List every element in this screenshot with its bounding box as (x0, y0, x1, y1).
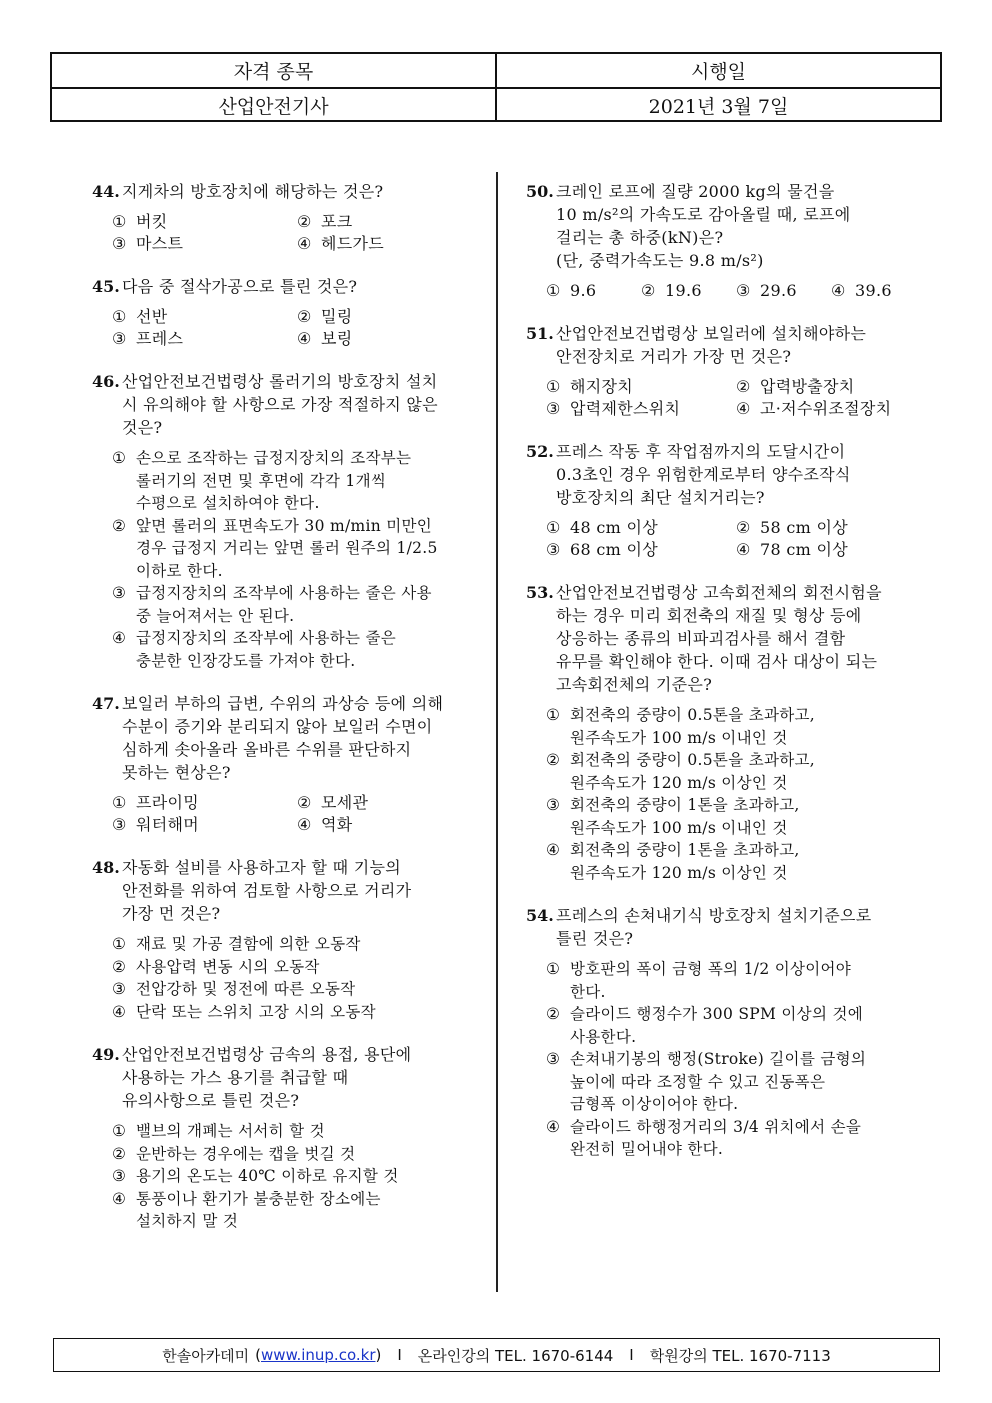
url-paren-open: ( (255, 1346, 262, 1364)
option-text: 회전축의 중량이 1톤을 초과하고, 원주속도가 100 m/s 이내인 것 (570, 796, 800, 837)
answer-option (546, 517, 736, 539)
option-text: 단락 또는 스위치 고장 시의 오동작 (136, 1002, 376, 1021)
answer-option (546, 1003, 926, 1048)
option-marker: ② (546, 751, 560, 769)
option-text: 9.6 (570, 281, 597, 300)
question-text: 지게차의 방호장치에 해당하는 것은? (122, 182, 384, 201)
question-item (92, 180, 482, 255)
option-text: 19.6 (665, 281, 702, 300)
answer-option (546, 749, 926, 794)
answer-option (112, 328, 297, 350)
option-text: 포크 (321, 212, 353, 231)
option-marker: ① (112, 793, 127, 812)
answer-option (641, 280, 736, 302)
answer-option (112, 933, 482, 956)
option-marker: ① (112, 449, 126, 467)
answer-option (736, 398, 926, 420)
answer-option (112, 211, 297, 233)
website-link[interactable]: www.inup.co.kr (261, 1346, 376, 1364)
answer-option (297, 211, 482, 233)
option-marker: ③ (546, 399, 561, 418)
option-marker: ② (112, 957, 126, 976)
value-row (52, 87, 940, 122)
left-column (92, 180, 482, 1253)
option-marker: ① (112, 935, 126, 953)
option-marker: ① (546, 706, 560, 724)
option-marker: ④ (297, 815, 312, 834)
option-marker: ④ (112, 1002, 126, 1021)
option-text: 용기의 온도는 40℃ 이하로 유지할 것 (136, 1167, 399, 1185)
option-marker: ③ (112, 234, 127, 253)
option-text: 급정지장치의 조작부에 사용하는 줄은 사용 중 늘어져서는 안 된다. (136, 584, 432, 625)
question-stem (92, 692, 482, 784)
option-text: 전압강하 및 정전에 따른 오동작 (136, 980, 356, 998)
answer-option (736, 280, 831, 302)
answer-option (297, 814, 482, 836)
option-marker: ③ (112, 815, 127, 834)
question-stem (92, 275, 482, 298)
option-marker: ② (546, 1005, 560, 1023)
option-text: 압력제한스위치 (570, 399, 681, 418)
option-text: 회전축의 중량이 1톤을 초과하고, 원주속도가 120 m/s 이상인 것 (570, 841, 800, 882)
option-text: 48 cm 이상 (570, 518, 658, 537)
option-marker: ① (112, 307, 127, 326)
question-stem (526, 904, 926, 950)
option-marker: ③ (546, 540, 561, 559)
category-label: 자격 종목 (52, 54, 497, 87)
question-number: 49. (92, 1045, 120, 1064)
option-text: 보링 (321, 329, 353, 348)
option-marker: ② (297, 212, 312, 231)
column-divider (496, 172, 498, 1292)
question-stem (92, 856, 482, 925)
option-text: 앞면 롤러의 표면속도가 30 m/min 미만인 경우 급정지 거리는 앞면 롤러 원주의 1/2.5 이하로 한다. (136, 516, 438, 580)
option-text: 통풍이나 환기가 불충분한 장소에는 설치하지 말 것 (136, 1189, 381, 1230)
option-text: 슬라이드 행정수가 300 SPM 이상의 것에 사용한다. (570, 1005, 863, 1046)
answer-option (112, 447, 482, 515)
question-text: 보일러 부하의 급변, 수위의 과상승 등에 의해 수분이 증기와 분리되지 않아 보일러 수면이 심하게 솟아올라 올바른 수위를 판단하지 못하는 현상은? (122, 694, 444, 782)
answer-option (112, 814, 297, 836)
option-text: 슬라이드 하행정거리의 3/4 위치에서 손을 완전히 밀어내야 한다. (570, 1117, 862, 1158)
answer-option (831, 280, 926, 302)
online-phone: 온라인강의 TEL. 1670-6144 (417, 1346, 614, 1365)
question-number: 50. (526, 182, 554, 201)
option-text: 급정지장치의 조작부에 사용하는 줄은 충분한 인장강도를 가져야 한다. (136, 629, 397, 670)
option-marker: ④ (736, 399, 751, 418)
option-marker: ④ (112, 629, 126, 647)
question-number: 48. (92, 858, 120, 877)
answer-option (112, 1165, 482, 1188)
offline-phone: 학원강의 TEL. 1670-7113 (649, 1346, 831, 1365)
option-text: 마스트 (136, 234, 184, 253)
option-marker: ① (112, 1122, 126, 1140)
question-item (526, 581, 926, 884)
option-marker: ③ (112, 329, 127, 348)
option-marker: ② (736, 377, 751, 396)
question-stem (526, 440, 926, 509)
answer-option (546, 958, 926, 1003)
answer-options (546, 280, 926, 302)
footer (53, 1338, 940, 1372)
option-marker: ③ (736, 281, 751, 300)
option-marker: ③ (112, 980, 126, 998)
answer-option (112, 1001, 482, 1024)
answer-option (112, 233, 297, 255)
exam-info-table (50, 52, 942, 122)
date-label: 시행일 (690, 61, 747, 83)
option-marker: ① (112, 212, 127, 231)
question-text: 산업안전보건법령상 보일러에 설치해야하는 안전장치로 거리가 가장 먼 것은? (556, 324, 867, 366)
option-marker: ① (546, 281, 561, 300)
option-marker: ④ (736, 540, 751, 559)
answer-option (112, 306, 297, 328)
date-value: 2021년 3월 7일 (648, 96, 789, 118)
question-item (526, 440, 926, 561)
question-text: 자동화 설비를 사용하고자 할 때 기능의 안전화를 위하여 검토할 사항으로 거리가 가장 먼 것은? (122, 858, 412, 923)
question-number: 53. (526, 583, 554, 602)
option-text: 밸브의 개폐는 서서히 할 것 (136, 1122, 325, 1140)
question-number: 54. (526, 906, 554, 925)
answer-option (736, 376, 926, 398)
option-marker: ① (546, 377, 561, 396)
option-marker: ③ (112, 584, 126, 602)
question-number: 45. (92, 277, 120, 296)
question-stem (92, 180, 482, 203)
answer-option (112, 627, 482, 672)
option-text: 모세관 (321, 793, 369, 812)
option-marker: ④ (546, 841, 560, 859)
option-text: 밀링 (321, 307, 353, 326)
option-text: 손쳐내기봉의 행정(Stroke) 길이를 금형의 높이에 따라 조정할 수 있고 진동폭은 금형폭 이상이어야 한다. (570, 1050, 867, 1113)
answer-option (546, 794, 926, 839)
option-marker: ② (736, 518, 751, 537)
answer-option (297, 233, 482, 255)
question-number: 51. (526, 324, 554, 343)
question-text: 산업안전보건법령상 금속의 용접, 용단에 사용하는 가스 용기를 취급할 때 유의사항으로 틀린 것은? (122, 1045, 412, 1110)
option-text: 고·저수위조절장치 (760, 399, 892, 418)
answer-option (112, 1120, 482, 1143)
option-marker: ② (297, 307, 312, 326)
question-item (92, 856, 482, 1023)
question-item (92, 275, 482, 350)
question-item (92, 370, 482, 672)
option-text: 68 cm 이상 (570, 540, 658, 559)
question-text: 다음 중 절삭가공으로 틀린 것은? (122, 277, 358, 296)
option-text: 워터해머 (136, 815, 200, 834)
option-marker: ④ (831, 281, 846, 300)
answer-option (546, 1116, 926, 1161)
answer-option (736, 517, 926, 539)
option-text: 58 cm 이상 (760, 518, 848, 537)
question-item (526, 322, 926, 420)
answer-options (112, 933, 482, 1023)
answer-option (546, 539, 736, 561)
answer-options (112, 792, 482, 836)
answer-options (546, 704, 926, 884)
option-text: 회전축의 중량이 0.5톤을 초과하고, 원주속도가 120 m/s 이상인 것 (570, 751, 816, 792)
option-marker: ① (546, 960, 560, 978)
option-text: 사용압력 변동 시의 오동작 (136, 957, 320, 976)
question-text: 프레스 작동 후 작업점까지의 도달시간이 0.3초인 경우 위험한계로부터 양수조작식 방호장치의 최단 설치거리는? (556, 442, 851, 507)
question-number: 46. (92, 372, 120, 391)
question-stem (526, 322, 926, 368)
option-text: 프라이밍 (136, 793, 200, 812)
answer-option (112, 792, 297, 814)
option-marker: ④ (297, 329, 312, 348)
answer-options (546, 376, 926, 420)
answer-option (546, 704, 926, 749)
question-item (92, 1043, 482, 1233)
footer-separator: I (397, 1346, 402, 1364)
question-text: 산업안전보건법령상 롤러기의 방호장치 설치 시 유의해야 할 사항으로 가장 적절하지 않은 것은? (122, 372, 438, 437)
header-row (52, 54, 940, 87)
academy-name: 한솔아카데미 (162, 1346, 250, 1365)
option-marker: ② (112, 1144, 126, 1163)
question-text: 산업안전보건법령상 고속회전체의 회전시험을 하는 경우 미리 회전축의 재질 및 형상 등에 상응하는 종류의 비파괴검사를 해서 결함 유무를 확인해야 한다. 이때 검사 대상이 되는 고속회전체의 기준은? (556, 583, 882, 694)
option-marker: ② (297, 793, 312, 812)
option-text: 방호판의 폭이 금형 폭의 1/2 이상이어야 한다. (570, 960, 852, 1001)
answer-option (112, 582, 482, 627)
answer-options (112, 306, 482, 350)
answer-option (736, 539, 926, 561)
question-item (526, 180, 926, 302)
option-text: 78 cm 이상 (760, 540, 848, 559)
option-text: 역화 (321, 815, 353, 834)
question-stem (92, 370, 482, 439)
option-marker: ③ (546, 1050, 560, 1068)
answer-option (546, 839, 926, 884)
answer-option (546, 398, 736, 420)
question-text: 프레스의 손쳐내기식 방호장치 설치기준으로 틀린 것은? (556, 906, 872, 948)
option-text: 프레스 (136, 329, 184, 348)
option-marker: ② (641, 281, 656, 300)
question-item (526, 904, 926, 1161)
question-number: 44. (92, 182, 120, 201)
option-marker: ③ (546, 796, 560, 814)
option-marker: ③ (112, 1167, 126, 1185)
answer-option (297, 328, 482, 350)
option-marker: ④ (112, 1189, 126, 1208)
option-marker: ④ (297, 234, 312, 253)
option-text: 버킷 (136, 212, 168, 231)
answer-option (546, 280, 641, 302)
question-number: 52. (526, 442, 554, 461)
question-number: 47. (92, 694, 120, 713)
url-paren-close: ) (375, 1346, 382, 1364)
answer-options (112, 211, 482, 255)
answer-option (297, 306, 482, 328)
answer-option (112, 1143, 482, 1166)
answer-option (112, 956, 482, 979)
answer-options (112, 447, 482, 672)
question-item (92, 692, 482, 836)
option-text: 29.6 (760, 281, 797, 300)
answer-option (112, 1188, 482, 1233)
right-column (526, 180, 926, 1181)
option-marker: ② (112, 516, 126, 535)
option-text: 해지장치 (570, 377, 634, 396)
category-value: 산업안전기사 (52, 89, 497, 122)
question-stem (526, 180, 926, 272)
answer-options (546, 958, 926, 1161)
option-marker: ① (546, 518, 561, 537)
option-marker: ④ (546, 1117, 560, 1136)
answer-option (297, 792, 482, 814)
question-stem (92, 1043, 482, 1112)
question-text: 크레인 로프에 질량 2000 kg의 물건을 10 m/s²의 가속도로 감아올릴 때, 로프에 걸리는 총 하중(kN)은? (단, 중력가속도는 9.8 m/s²) (556, 182, 851, 270)
option-text: 39.6 (855, 281, 892, 300)
option-text: 손으로 조작하는 급정지장치의 조작부는 롤러기의 전면 및 후면에 각각 1개씩 수평으로 설치하여야 한다. (136, 449, 412, 512)
option-text: 헤드가드 (321, 234, 385, 253)
answer-option (546, 376, 736, 398)
question-stem (526, 581, 926, 696)
answer-options (546, 517, 926, 561)
footer-separator: I (629, 1346, 634, 1364)
option-text: 압력방출장치 (760, 377, 855, 396)
option-text: 회전축의 중량이 0.5톤을 초과하고, 원주속도가 100 m/s 이내인 것 (570, 706, 816, 747)
answer-options (112, 1120, 482, 1233)
option-text: 선반 (136, 307, 168, 326)
option-text: 운반하는 경우에는 캡을 벗길 것 (136, 1144, 356, 1163)
answer-option (112, 978, 482, 1001)
answer-option (546, 1048, 926, 1116)
option-text: 재료 및 가공 결함에 의한 오동작 (136, 935, 361, 953)
answer-option (112, 515, 482, 583)
